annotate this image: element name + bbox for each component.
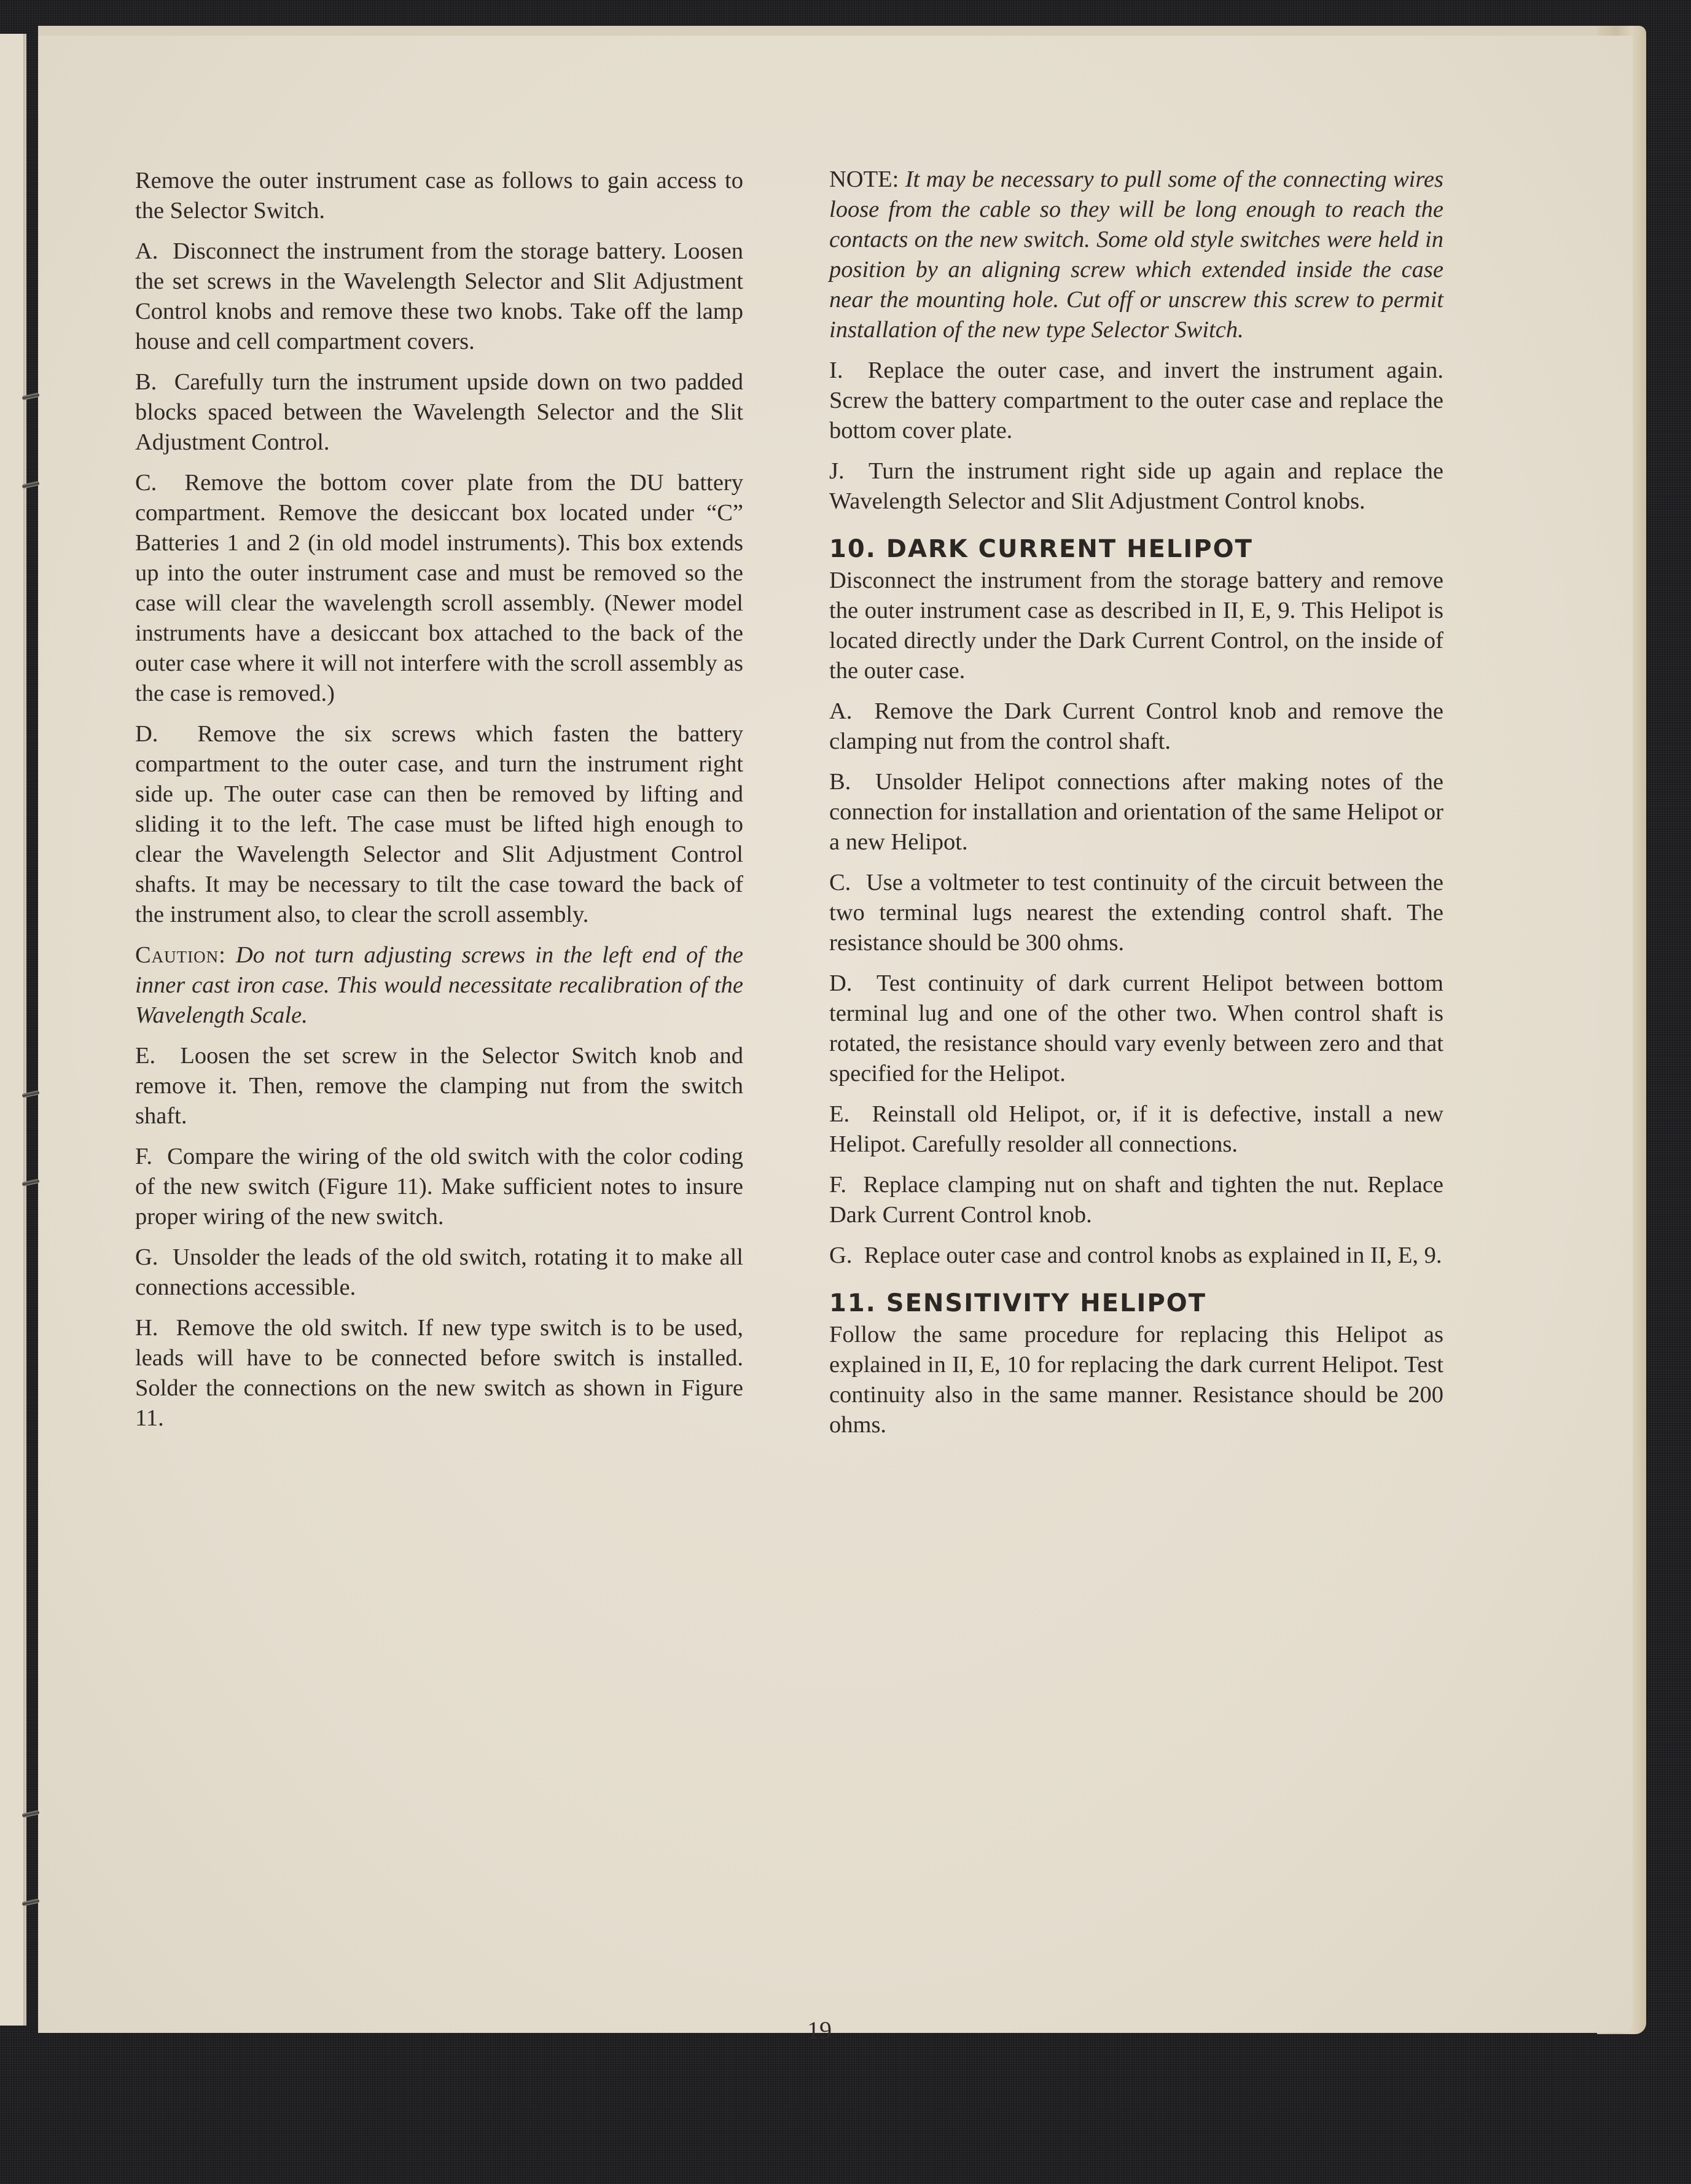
step-text: Remove the six screws which fasten the battery compartment to the outer case, and turn the instrument right side up. The outer case can then be removed by lifting and sliding it to the left. The case must be lifted high enough to clear the Wavelength Selector and Slit Adjustment Control shafts. It may be necessary to tilt the case toward the back of the instrument also, to clear the scroll assembly.: [135, 721, 743, 927]
step-d: [135, 719, 743, 930]
step-text: Carefully turn the instrument upside down on two padded blocks spaced between the Wavelength Selector and the Slit Adjustment Control.: [135, 369, 744, 455]
step-text: Remove the bottom cover plate from the DU battery compartment. Remove the desiccant box located under “C” Batteries 1 and 2 (in old model instruments). This box extends up into the outer instrument case and must be removed so the case will clear the wavelength scroll assembly. (Newer model instruments have a desiccant box attached to the back of the outer case where it will not interfere with the scroll assembly as the case is removed.): [135, 470, 744, 706]
section10-step-b: [829, 767, 1443, 857]
left-column: [135, 166, 743, 1444]
step-text: Test continuity of dark current Helipot between bottom terminal lug and one of the other two. When control shaft is rotated, the resistance should vary evenly between zero and that specified for the Helipot.: [829, 970, 1443, 1086]
section10-step-a: [829, 696, 1443, 757]
caution-text: Do not turn adjusting screws in the left end of the inner cast iron case. This would necessitate recalibration of the Wavelength Scale.: [135, 942, 744, 1028]
step-text: Turn the instrument right side up again and replace the Wavelength Selector and Slit Adjustment Control knobs.: [829, 458, 1443, 514]
section-heading-sensitivity-helipot: 11. SENSITIVITY HELIPOT: [829, 1289, 1207, 1317]
step-label: G.: [135, 1244, 158, 1270]
step-label: G.: [829, 1242, 853, 1268]
step-label: H.: [135, 1315, 158, 1341]
step-text: Replace the outer case, and invert the instrument again. Screw the battery compartment to the outer case and replace the bottom cover plate.: [829, 357, 1444, 443]
facing-page-edge: [0, 34, 25, 2026]
section11-text: Follow the same procedure for replacing this Helipot as explained in II, E, 10 for replacing the dark current Helipot. Test continuity also in the same manner. Resistance should be 200 ohms.: [829, 1322, 1443, 1438]
step-label: E.: [829, 1101, 850, 1127]
step-b: [135, 367, 743, 458]
binding-gutter: [23, 34, 26, 2026]
step-label: D.: [135, 721, 158, 747]
step-text: Remove the Dark Current Control knob and remove the clamping nut from the control shaft.: [829, 698, 1444, 754]
step-label: F.: [135, 1144, 152, 1169]
section10-step-e: [829, 1099, 1443, 1160]
right-column: [829, 165, 1443, 1451]
note-text: It may be necessary to pull some of the connecting wires loose from the cable so they will be long enough to reach the contacts on the new switch. Some old style switches were held in position by an aligning screw which extended inside the case near the mounting hole. Cut off or unscrew this screw to permit installation of the new type Selector Switch.: [829, 166, 1444, 343]
note-paragraph: [829, 165, 1443, 345]
step-label: B.: [829, 769, 851, 795]
step-text: Replace clamping nut on shaft and tighten the nut. Replace Dark Current Control knob.: [829, 1172, 1444, 1228]
step-text: Loosen the set screw in the Selector Switch knob and remove it. Then, remove the clamping nut from the switch shaft.: [135, 1043, 743, 1129]
section10-step-d: [829, 969, 1443, 1089]
step-g: [135, 1242, 743, 1303]
step-text: Replace outer case and control knobs as explained in II, E, 9.: [864, 1242, 1442, 1268]
section10-step-g: [829, 1241, 1443, 1271]
section10-step-c: [829, 868, 1443, 958]
step-label: E.: [135, 1043, 156, 1069]
step-label: B.: [135, 369, 157, 395]
step-text: Reinstall old Helipot, or, if it is defective, install a new Helipot. Carefully resolder all connections.: [829, 1101, 1443, 1157]
step-text: Unsolder Helipot connections after making notes of the connection for installation and orientation of the same Helipot or a new Helipot.: [829, 769, 1443, 855]
step-h: [135, 1313, 743, 1433]
step-label: J.: [829, 458, 845, 484]
step-label: D.: [829, 970, 853, 996]
step-text: Disconnect the instrument from the storage battery. Loosen the set screws in the Wavelength Selector and Slit Adjustment Control knobs and remove these two knobs. Take off the lamp house and cell compartment covers.: [135, 238, 744, 354]
page-number: 19: [807, 2016, 832, 2044]
section10-intro: Disconnect the instrument from the storage battery and remove the outer instrument case as described in II, E, 9. This Helipot is located directly under the Dark Current Control, on the inside of the outer case.: [829, 567, 1443, 684]
section-heading-dark-current-helipot: 10. DARK CURRENT HELIPOT: [829, 535, 1253, 563]
caution-label: Caution:: [135, 942, 226, 968]
step-label: A.: [829, 698, 853, 724]
intro-paragraph: Remove the outer instrument case as follows to gain access to the Selector Switch.: [135, 168, 743, 224]
step-text: Unsolder the leads of the old switch, rotating it to make all connections accessible.: [135, 1244, 744, 1300]
step-c: [135, 468, 743, 709]
step-label: F.: [829, 1172, 846, 1198]
step-text: Compare the wiring of the old switch with the color coding of the new switch (Figure 11). Make sufficient notes to insure proper wiring of the new switch.: [135, 1144, 744, 1230]
step-label: A.: [135, 238, 158, 264]
step-f: [135, 1142, 743, 1232]
step-i: [829, 356, 1443, 446]
caution-paragraph: [135, 940, 743, 1031]
step-j: [829, 456, 1443, 517]
section10-step-f: [829, 1170, 1443, 1230]
step-label: C.: [829, 870, 851, 895]
step-e: [135, 1041, 743, 1131]
note-label: NOTE:: [829, 166, 899, 192]
step-label: C.: [135, 470, 157, 496]
step-text: Remove the old switch. If new type switch is to be used, leads will have to be connected before switch is installed. Solder the connections on the new switch as shown in Figure 11.: [135, 1315, 744, 1431]
step-a: [135, 236, 743, 357]
step-text: Use a voltmeter to test continuity of the circuit between the two terminal lugs nearest the extending control shaft. The resistance should be 300 ohms.: [829, 870, 1443, 956]
step-label: I.: [829, 357, 843, 383]
